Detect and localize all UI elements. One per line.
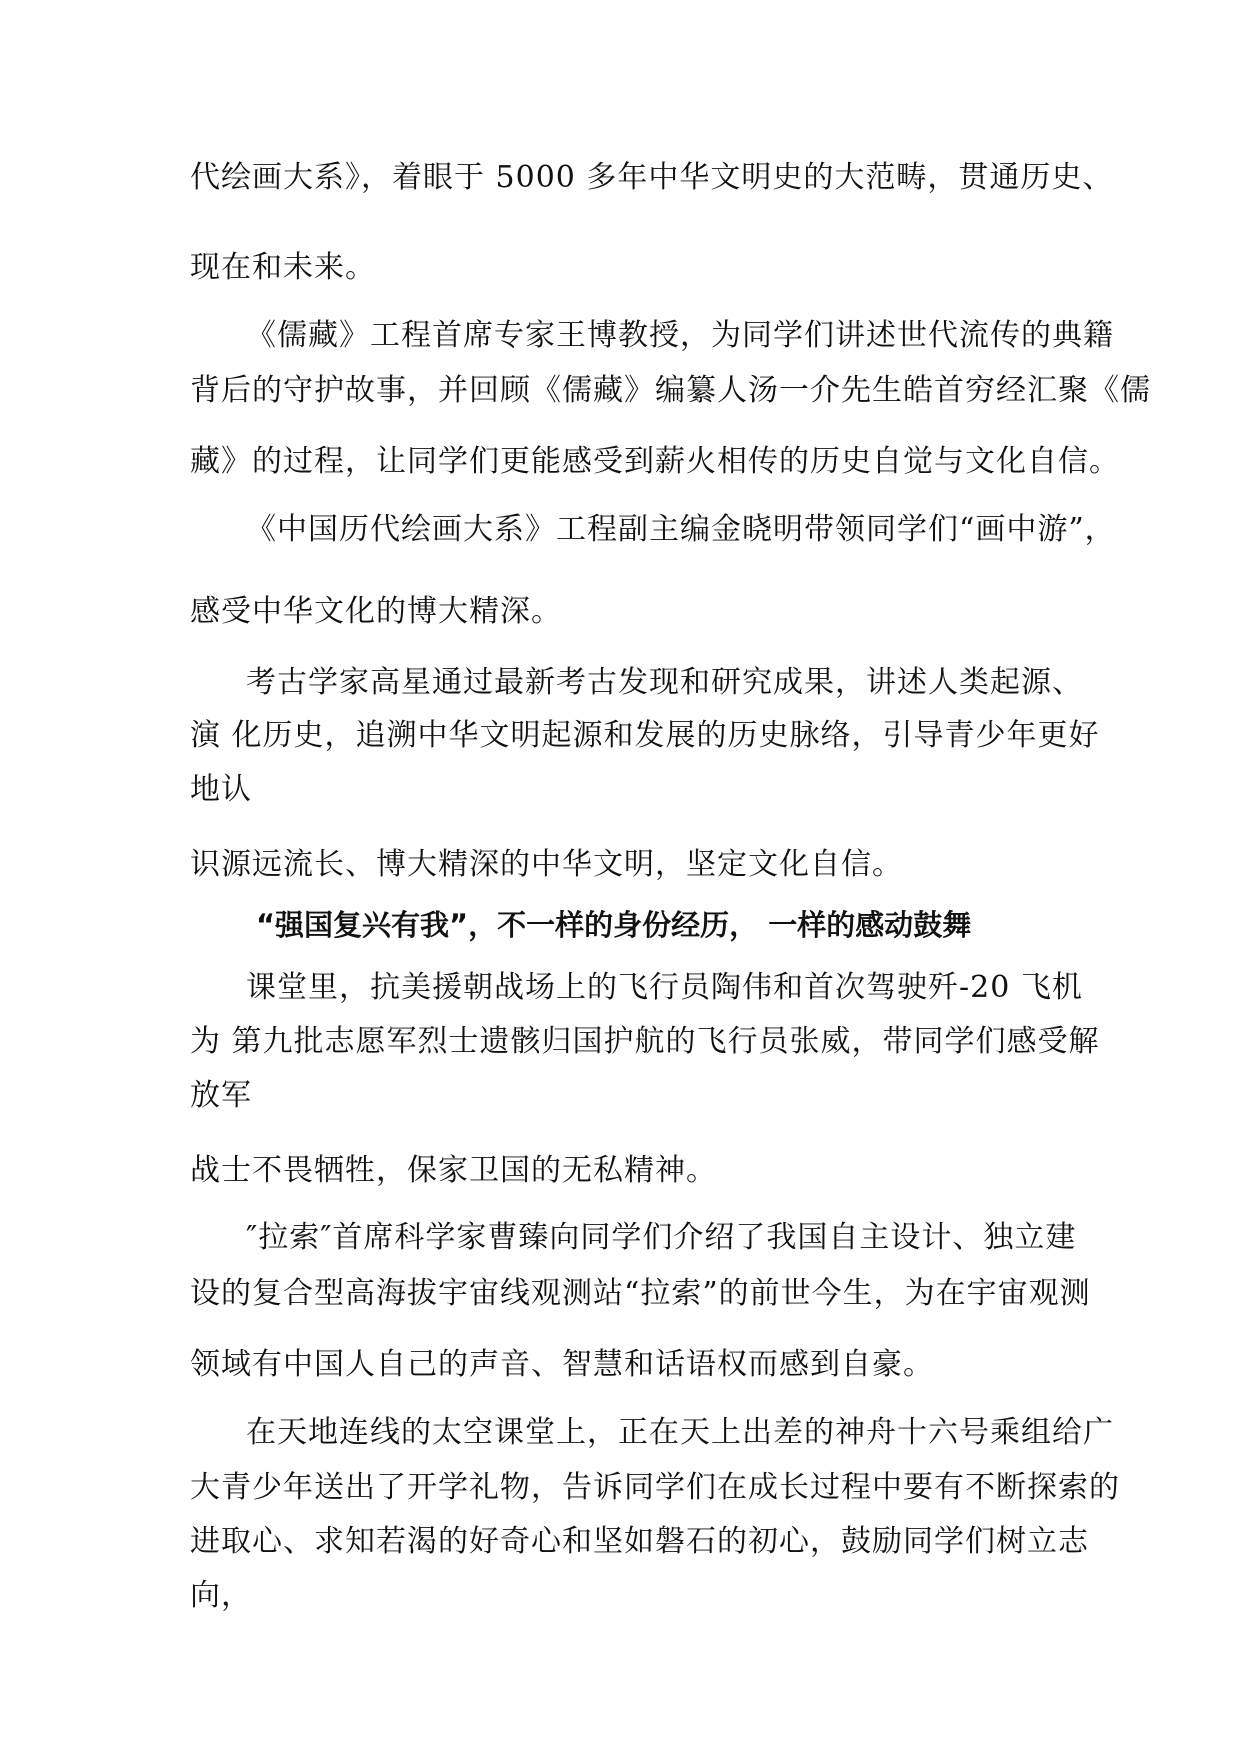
text-line: 大青少年送出了开学礼物，告诉同学们在成长过程中要有不断探索的 <box>190 1470 1120 1505</box>
text-line: 向， <box>190 1578 252 1613</box>
text-line: 地认 <box>190 772 252 807</box>
text-line: 《中国历代绘画大系》工程副主编金晓明带领同学们“画中游”， <box>246 512 1116 547</box>
text-line: ″拉索″首席科学家曹臻向同学们介绍了我国自主设计、独立建 <box>246 1220 1077 1255</box>
text-line: 感受中华文化的博大精深。 <box>190 594 562 629</box>
text-line: 放军 <box>190 1078 252 1113</box>
text-line: 领域有中国人自己的声音、智慧和话语权而感到自豪。 <box>190 1347 934 1382</box>
text-line: 演 化历史，追溯中华文明起源和发展的历史脉络，引导青少年更好 <box>190 718 1100 753</box>
text-line: 在天地连线的太空课堂上，正在天上出差的神舟十六号乘组给广 <box>246 1415 1114 1450</box>
text-line: 战士不畏牺牲，保家卫国的无私精神。 <box>190 1153 717 1188</box>
text-line: 藏》的过程，让同学们更能感受到薪火相传的历史自觉与文化自信。 <box>190 444 1120 479</box>
text-line: 《儒藏》工程首席专家王博教授，为同学们讲述世代流传的典籍 <box>246 318 1114 353</box>
text-line: 进取心、求知若渴的好奇心和坚如磐石的初心，鼓励同学们树立志 <box>190 1524 1089 1559</box>
text-line: 为 第九批志愿军烈士遗骸归国护航的飞行员张威，带同学们感受解 <box>190 1024 1100 1059</box>
text-line: 课堂里，抗美援朝战场上的飞行员陶伟和首次驾驶歼-20 飞机 <box>246 970 1083 1005</box>
text-line: 现在和未来。 <box>190 250 376 285</box>
text-line: 识源远流长、博大精深的中华文明，坚定文化自信。 <box>190 847 903 882</box>
text-line: 代绘画大系》，着眼于 5000 多年中华文明史的大范畴，贯通历史、 <box>190 160 1114 195</box>
text-line: 设的复合型高海拔宇宙线观测站“拉索”的前世今生，为在宇宙观测 <box>190 1276 1091 1311</box>
text-line: 背后的守护故事，并回顾《儒藏》编纂人汤一介先生皓首穷经汇聚《儒 <box>190 373 1151 408</box>
section-heading: “强国复兴有我”，不一样的身份经历， 一样的感动鼓舞 <box>256 908 972 942</box>
text-line: 考古学家高星通过最新考古发现和研究成果，讲述人类起源、 <box>246 665 1083 700</box>
